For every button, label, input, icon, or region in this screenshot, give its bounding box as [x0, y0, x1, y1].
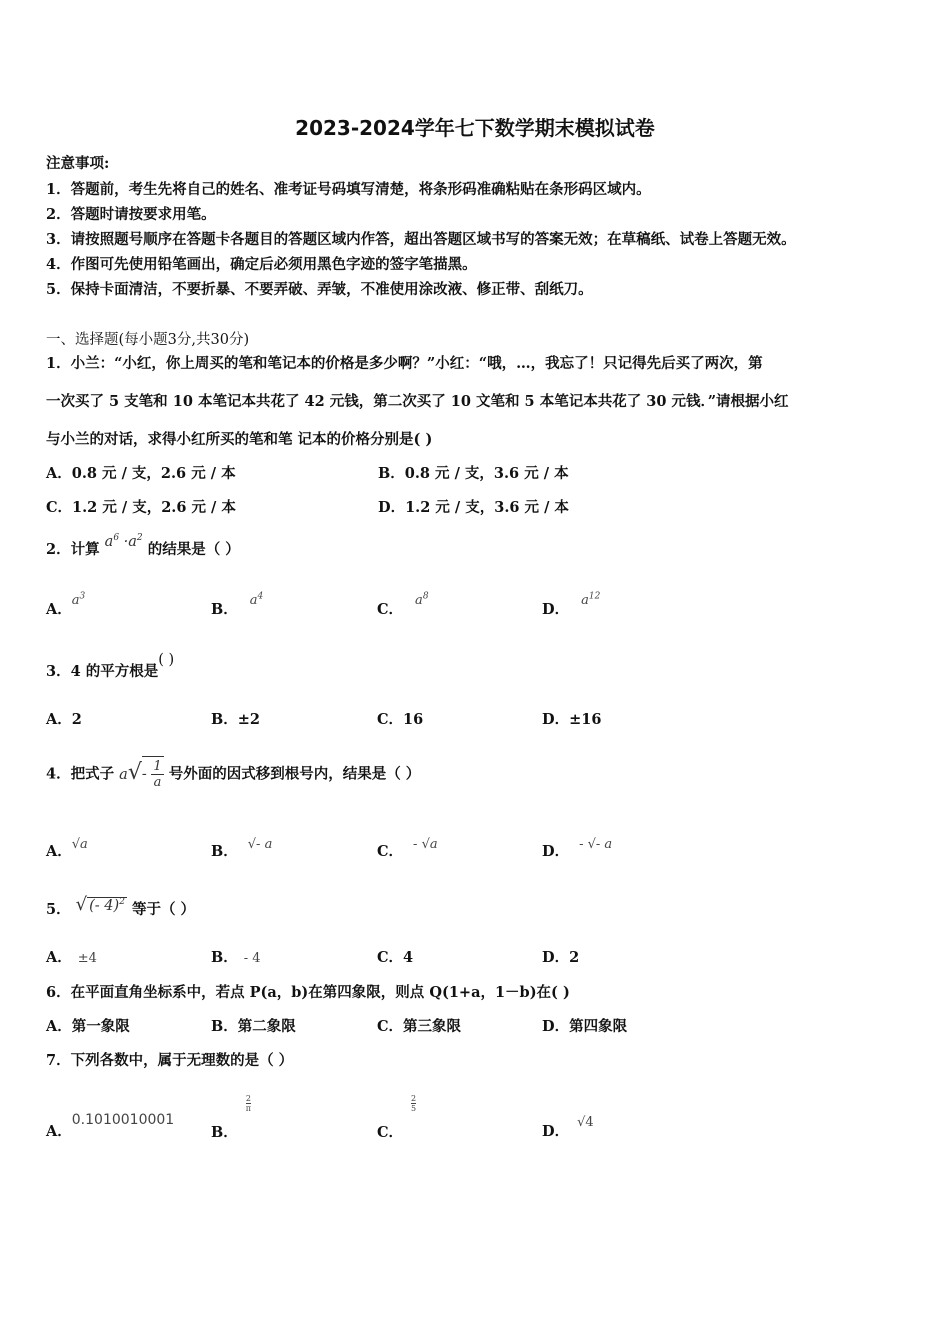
q2-stem: 2．计算 $a^6 \cdot a^2$ 的结果是（ ） — [46, 533, 240, 558]
q2-expression: $a^6 \cdot a^2$ — [104, 533, 143, 550]
q6-option-a[interactable]: A．第一象限 — [46, 1018, 130, 1035]
q5-option-a[interactable]: A． ±4 — [46, 949, 97, 966]
note-item: 1．答题前，考生先将自己的姓名、准考证号码填写清楚，将条形码准确粘贴在条形码区域内。 — [46, 181, 651, 198]
q4-expression: a√- $\frac{1}{a}$ — [119, 767, 163, 783]
q4-option-a[interactable]: A．√a — [46, 837, 88, 860]
q5-option-c[interactable]: C．4 — [377, 949, 414, 966]
q1-option-a[interactable]: A．0.8 元 / 支，2.6 元 / 本 — [46, 465, 236, 482]
page-title: 2023-2024学年七下数学期末模拟试卷 — [295, 116, 655, 140]
q7-stem: 7．下列各数中，属于无理数的是（ ） — [46, 1052, 294, 1069]
note-item: 3．请按照题号顺序在答题卡各题目的答题区域内作答，超出答题区域书写的答案无效；在草稿纸、试卷上答题无效。 — [46, 231, 796, 248]
section-heading: 一、选择题(每小题3分,共30分) — [46, 332, 250, 348]
q1-option-d[interactable]: D．1.2 元 / 支，3.6 元 / 本 — [378, 499, 569, 516]
q5-option-d[interactable]: D．2 — [542, 949, 580, 966]
q1-line3: 与小兰的对话，求得小红所买的笔和笔 记本的价格分别是( ) — [46, 431, 433, 448]
q3-option-b[interactable]: B．±2 — [211, 711, 260, 728]
q2-option-a[interactable]: A．$a^3$ — [46, 591, 86, 618]
q1-line1: 1．小兰：“小红，你上周买的笔和笔记本的价格是多少啊？”小红：“哦，…，我忘了！只记得先后买了两次，第 — [46, 355, 763, 372]
q7-option-b[interactable]: B． $\frac{2}{\pi}$ — [211, 1094, 252, 1141]
note-item: 4．作图可先使用铅笔画出，确定后必须用黑色字迹的签字笔描黑。 — [46, 256, 477, 273]
q6-stem: 6．在平面直角坐标系中，若点 P(a，b)在第四象限，则点 Q(1+a，1－b)在( ) — [46, 984, 570, 1001]
note-item: 2．答题时请按要求用笔。 — [46, 206, 216, 223]
q4-stem: 4．把式子 a√- $\frac{1}{a}$ 号外面的因式移到根号内，结果是（ ） — [46, 756, 420, 796]
q7-option-d[interactable]: D．√4 — [542, 1115, 594, 1140]
q6-option-c[interactable]: C．第三象限 — [377, 1018, 462, 1035]
q7-option-a[interactable]: A．0.1010010001 — [46, 1112, 175, 1140]
q6-option-b[interactable]: B．第二象限 — [211, 1018, 296, 1035]
q5-stem: 5． √ (- 4)$^2$ 等于（ ） — [46, 894, 196, 918]
q4-option-d[interactable]: D． - √- a — [542, 837, 613, 860]
q3-option-c[interactable]: C．16 — [377, 711, 424, 728]
q3-option-d[interactable]: D．±16 — [542, 711, 602, 728]
q2-option-c[interactable]: C．$a^8$ — [377, 591, 429, 618]
q5-expression: √ (- 4)$^2$ — [75, 894, 125, 915]
q2-option-d[interactable]: D．$a^{12}$ — [542, 591, 601, 618]
q3-stem: 3．4 的平方根是( ) — [46, 652, 175, 680]
q5-option-b[interactable]: B． - 4 — [211, 949, 261, 966]
q6-option-d[interactable]: D．第四象限 — [542, 1018, 628, 1035]
q7-option-c[interactable]: C． $\frac{2}{5}$ — [377, 1094, 417, 1141]
note-item: 5．保持卡面清洁，不要折暴、不要弄破、弄皱，不准使用涂改液、修正带、刮纸刀。 — [46, 281, 593, 298]
q2-option-b[interactable]: B．$a^4$ — [211, 591, 264, 618]
notes-heading: 注意事项: — [46, 155, 110, 172]
q1-line2: 一次买了 5 支笔和 10 本笔记本共花了 42 元钱，第二次买了 10 文笔和 5 本笔记本共花了 30 元钱．”请根据小红 — [46, 393, 789, 410]
q4-option-b[interactable]: B． √- a — [211, 837, 273, 860]
q1-option-c[interactable]: C．1.2 元 / 支，2.6 元 / 本 — [46, 499, 236, 516]
q3-option-a[interactable]: A．2 — [46, 711, 82, 728]
q1-option-b[interactable]: B．0.8 元 / 支，3.6 元 / 本 — [378, 465, 569, 482]
q4-option-c[interactable]: C． - √a — [377, 837, 438, 860]
